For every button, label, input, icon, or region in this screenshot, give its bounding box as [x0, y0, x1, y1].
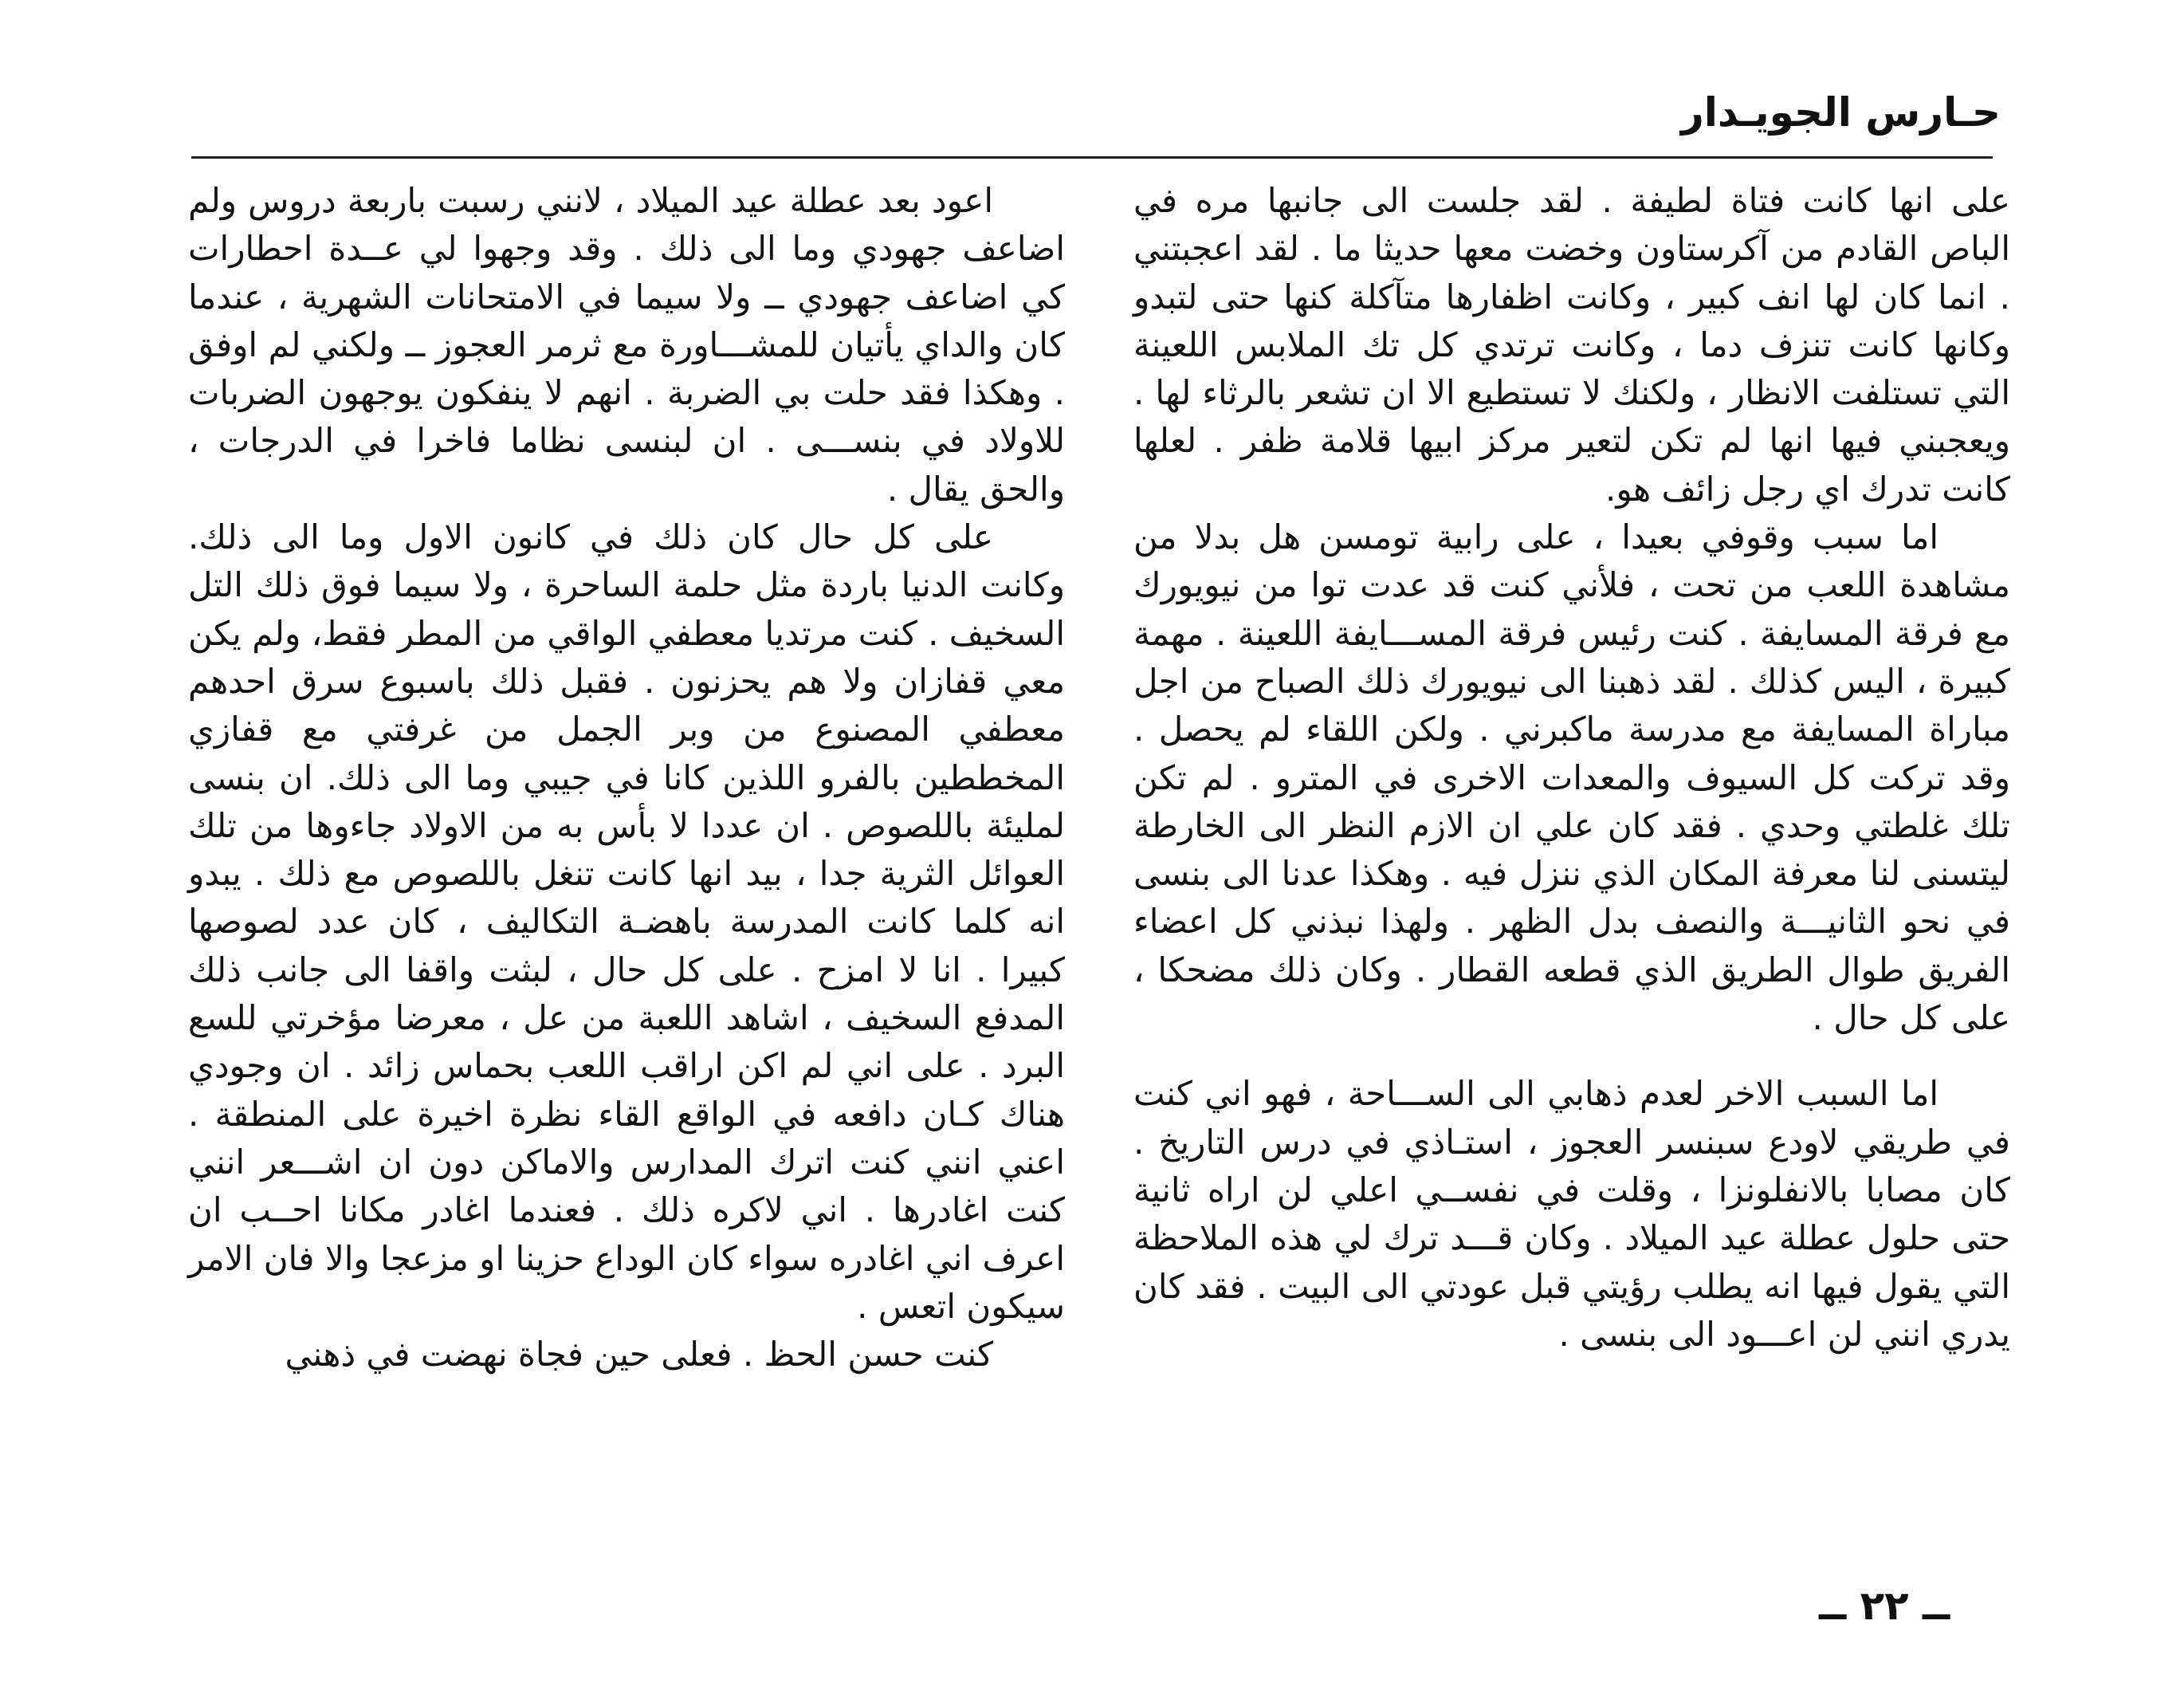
paragraph: اما سبب وقوفي بعيدا ، على رابية تومسن هل بدلا من مشاهدة اللعب من تحت ، فلأني كنت قد عدت توا من نيويورك مع فرقة المسايفة . كنت رئيس فرقة المســـايفة اللعينة . مهمة كبيرة ، اليس كذلك . لقد ذهبنا الى نيويورك ذلك الصباح من اجل مباراة المسايفة مع مدرسة ماكبرني . ولكن اللقاء لم يحصل . وقد تركت كل السيوف والمعدات الاخرى في المترو . لم تكن تلك غلطتي وحدي . فقد كان علي ان الازم النظر الى الخارطة ليتسنى لنا معرفة المكان الذي ننزل فيه . وهكذا عدنا الى بنسى في نحو الثانيـــة والنصف بدل الظهر . ولهذا نبذني كل اعضاء الفريق طوال الطريق الذي قطعه القطار . وكان ذلك مضحكا ، على كل حال . [1133, 517, 2010, 1038]
paragraph: كنت حسن الحظ . فعلى حين فجاة نهضت في ذهني [285, 1335, 993, 1375]
paragraph: على كل حال كان ذلك في كانون الاول وما الى ذلك. وكانت الدنيا باردة مثل حلمة الساحرة ، ولا سيما فوق ذلك التل السخيف . كنت مرتديا معطفي الواقي من المطر فقط، ولم يكن معي قفازان ولا هم يحزنون . فقبل ذلك باسبوع سرق احدهم معطفي المصنوع من وبر الجمل من غرفتي مع قفازي المخططين بالفرو اللذين كانا في جيبي وما الى ذلك. ان بنسى لمليئة باللصوص . ان عددا لا بأس به من الاولاد جاءوها من تلك العوائل الثرية جدا ، بيد انها كانت تنغل باللصوص مع ذلك . يبدو انه كلما كانت المدرسة باهضـة التكاليف ، كان عدد لصوصها كبيرا . انا لا امزح . على كل حال ، لبثت واقفا الى جانب ذلك المدفع السخيف ، اشاهد اللعبة من عل ، معرضا مؤخرتي للسع البرد . على اني لم اكن اراقب اللعب بحماس زائد . ان وجودي هناك كـان دافعه في الواقع القاء نظرة اخيرة على المنطقة . اعني انني كنت اترك المدارس والاماكن دون ان اشـــعر انني كنت اغادرها . اني لاكره ذلك . فعندما اغادر مكانا احــب ان اعرف اني اغادره سواء كان الوداع حزينا او مزعجا والا فان الامر سيكون اتعس . [188, 517, 1065, 1326]
paragraph: اعود بعد عطلة عيد الميلاد ، لانني رسبت باربعة دروس ولم اضاعف جهودي وما الى ذلك . وقد وجهوا لي عــدة احطارات كي اضاعف جهودي ــ ولا سيما في الامتحانات الشهرية ، عندما كان والداي يأتيان للمشـــاورة مع ثرمر العجوز ــ ولكني لم اوفق . وهكذا فقد حلت بي الضربة . انهم لا ينفكون يوجهون الضربات للاولاد في بنســـى . ان لبنسى نظاما فاخرا في الدرجات ، والحق يقال . [188, 181, 1065, 509]
running-title: حـارس الجويـدار [1680, 89, 2001, 136]
page-number: ــ ٢٢ ــ [1819, 1583, 1950, 1629]
header-rule [191, 156, 1993, 159]
paragraph: على انها كانت فتاة لطيفة . لقد جلست الى جانبها مره في الباص القادم من آكرستاون وخضت معها حديثا ما . لقد اعجبتني . انما كان لها انف كبير ، وكانت اظفارها متآكلة كنها حتى لتبدو وكانها كانت تنزف دما ، وكانت ترتدي كل تك الملابس اللعينة التي تستلفت الانظار ، ولكنك لا تستطيع الا ان تشعر بالرثاء لها . ويعجبني فيها انها لم تكن لتعير مركز ابيها قلامة ظفر . لعلها كانت تدرك اي رجل زائف هو. [1133, 181, 2010, 509]
paragraph-gap [1133, 1042, 2010, 1070]
left-column [188, 177, 1065, 1379]
right-column [1133, 177, 2010, 1359]
paragraph: اما السبب الاخر لعدم ذهابي الى الســـاحة ، فهو اني كنت في طريقي لاودع سبنسر العجوز ، استـاذي في درس التاريخ . كان مصابا بالانفلونزا ، وقلت في نفســي اعلي لن اراه ثانية حتى حلول عطلة عيد الميلاد . وكان قـــد ترك لي هذه الملاحظة التي يقول فيها انه يطلب رؤيتي قبل عودتي الى البيت . فقد كان يدري انني لن اعـــود الى بنسى . [1133, 1074, 2010, 1354]
